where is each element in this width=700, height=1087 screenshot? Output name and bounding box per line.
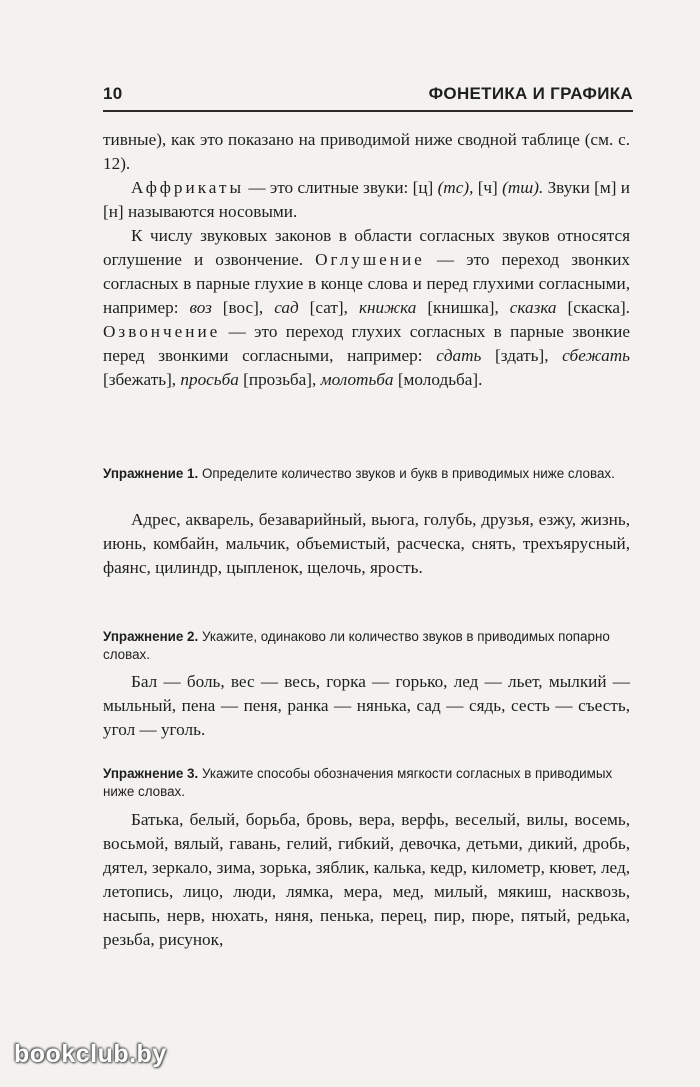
header-rule [103, 110, 633, 112]
exercise-2-body: Бал — боль, вес — весь, горка — горько, лед — льет, мылкий — мыльный, пена — пеня, ранка — нянька, сад — сядь, сесть — съесть, угол — уголь. [103, 672, 630, 739]
exercise-1-instruction: Определите количество звуков и букв в приводимых ниже словах. [201, 466, 615, 481]
intro-text [103, 128, 630, 392]
term-affricates: Аффрикаты [131, 178, 245, 197]
exercise-2-heading [103, 628, 630, 664]
term-devoicing: Оглушение [315, 250, 425, 269]
intro-paragraph-3: К числу звуковых законов в области согласных звуков относятся оглушение и озвончение. Оглушение — это переход звонких согласных в парные глухие в конце слова и перед глухими согласными, например: воз [вос], сад [сат], книжка [книшка], сказка [скаска]. Озвончение — это переход глухих согласных в парные звонкие перед звонкими согласными, например: сдать [здать], сбежать [збежать], просьба [прозьба], молотьба [молодьба]. [103, 226, 630, 389]
section-title: ФОНЕТИКА И ГРАФИКА [428, 84, 633, 103]
exercise-2-label: Упражнение 2. [103, 629, 199, 644]
term-voicing: Озвончение [103, 322, 221, 341]
exercise-2-instruction: Укажите, одинаково ли количество звуков в приводимых попарно словах. [103, 629, 610, 662]
intro-paragraph-1: тивные), как это показано на приводимой ниже сводной таблице (см. с. 12). [103, 130, 630, 173]
intro-paragraph-2: Аффрикаты — это слитные звуки: [ц] (тс), [ч] (тш). Звуки [м] и [н] называются носовыми. [103, 178, 630, 221]
running-head [103, 84, 633, 110]
exercise-3-body: Батька, белый, борьба, бровь, вера, верфь, веселый, вилы, восемь, восьмой, вялый, гавань, гелий, гибкий, девочка, детьми, дикий, дробь, дятел, зеркало, зима, зорька, зяблик, калька, кедр, километр, кювет, лед, летопись, лицо, люди, лямка, мера, мед, милый, мякиш, насквозь, насыпь, нерв, нюхать, няня, пенька, перец, пир, пюре, пятый, редька, резьба, рисунок, [103, 810, 630, 949]
exercise-1-heading [103, 465, 630, 483]
exercise-1-label: Упражнение 1. [103, 466, 199, 481]
exercise-3-label: Упражнение 3. [103, 766, 199, 781]
watermark-logo: bookclub.by [14, 1040, 167, 1068]
page-number: 10 [103, 84, 123, 103]
exercise-3-instruction: Укажите способы обозначения мягкости согласных в приводимых ниже словах. [103, 766, 613, 799]
exercise-3-heading [103, 765, 630, 801]
exercise-1-body: Адрес, акварель, безаварийный, вьюга, голубь, друзья, езжу, жизнь, июнь, комбайн, мальчик, объемистый, расческа, снять, трехъярусный, фаянс, цилиндр, цыпленок, щелочь, ярость. [103, 510, 630, 577]
